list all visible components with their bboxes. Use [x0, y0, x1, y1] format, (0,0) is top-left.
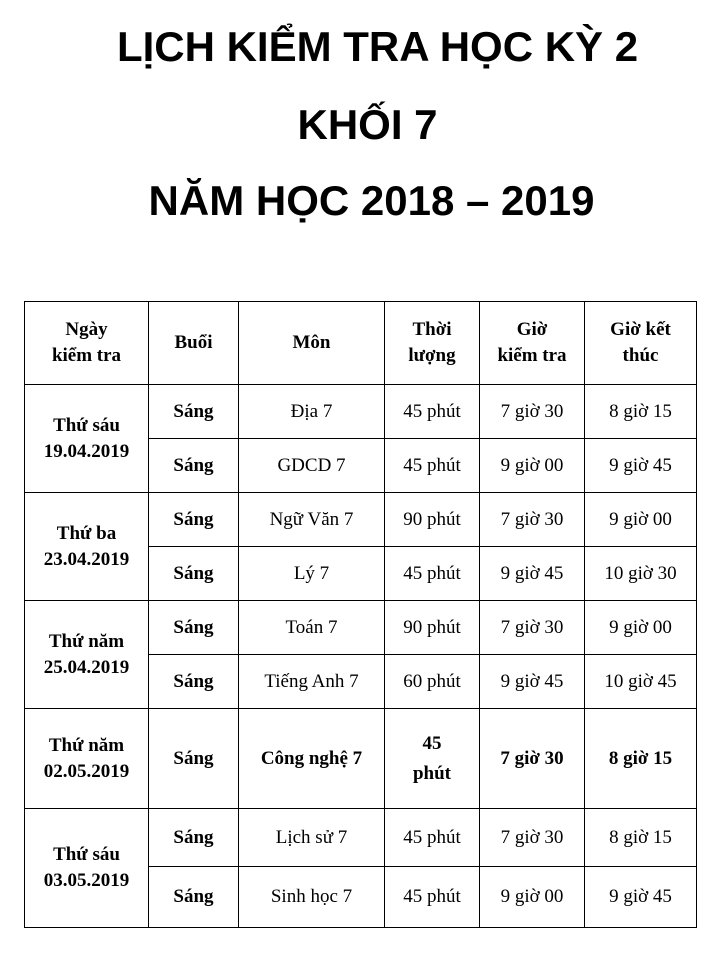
start-time-cell: 7 giờ 30 — [480, 809, 585, 867]
subject-cell: Lịch sử 7 — [239, 809, 385, 867]
session-cell: Sáng — [149, 809, 239, 867]
duration-cell: 45 phút — [385, 709, 480, 809]
start-time-cell: 9 giờ 00 — [480, 867, 585, 928]
session-cell: Sáng — [149, 385, 239, 439]
start-time-cell: 7 giờ 30 — [480, 601, 585, 655]
subject-cell: GDCD 7 — [239, 439, 385, 493]
table-row — [25, 809, 697, 867]
header-duration: Thời lượng — [385, 302, 480, 385]
date-cell: Thứ năm 02.05.2019 — [25, 709, 149, 809]
date-cell: Thứ năm 25.04.2019 — [25, 601, 149, 709]
end-time-cell: 8 giờ 15 — [585, 385, 697, 439]
header-date: Ngày kiểm tra — [25, 302, 149, 385]
start-time-cell: 7 giờ 30 — [480, 493, 585, 547]
end-time-cell: 9 giờ 00 — [585, 601, 697, 655]
end-time-cell: 10 giờ 45 — [585, 655, 697, 709]
duration-cell: 90 phút — [385, 601, 480, 655]
table-row — [25, 493, 697, 547]
session-cell: Sáng — [149, 655, 239, 709]
end-time-cell: 8 giờ 15 — [585, 809, 697, 867]
date-cell: Thứ sáu 19.04.2019 — [25, 385, 149, 493]
table-row — [25, 709, 697, 809]
end-time-cell: 10 giờ 30 — [585, 547, 697, 601]
session-cell: Sáng — [149, 439, 239, 493]
end-time-cell: 9 giờ 00 — [585, 493, 697, 547]
session-cell: Sáng — [149, 867, 239, 928]
table-row — [25, 601, 697, 655]
duration-cell: 45 phút — [385, 547, 480, 601]
subject-cell: Công nghệ 7 — [239, 709, 385, 809]
header-end-time: Giờ kết thúc — [585, 302, 697, 385]
header-session: Buổi — [149, 302, 239, 385]
subject-cell: Địa 7 — [239, 385, 385, 439]
session-cell: Sáng — [149, 493, 239, 547]
duration-cell: 45 phút — [385, 439, 480, 493]
end-time-cell: 8 giờ 15 — [585, 709, 697, 809]
date-cell: Thứ sáu 03.05.2019 — [25, 809, 149, 928]
end-time-cell: 9 giờ 45 — [585, 439, 697, 493]
duration-cell: 45 phút — [385, 809, 480, 867]
session-cell: Sáng — [149, 601, 239, 655]
title-line-3: NĂM HỌC 2018 – 2019 — [148, 177, 595, 224]
duration-cell: 45 phút — [385, 867, 480, 928]
subject-cell: Sinh học 7 — [239, 867, 385, 928]
end-time-cell: 9 giờ 45 — [585, 867, 697, 928]
start-time-cell: 9 giờ 45 — [480, 655, 585, 709]
header-subject: Môn — [239, 302, 385, 385]
subject-cell: Ngữ Văn 7 — [239, 493, 385, 547]
start-time-cell: 7 giờ 30 — [480, 385, 585, 439]
duration-cell: 90 phút — [385, 493, 480, 547]
start-time-cell: 9 giờ 00 — [480, 439, 585, 493]
date-cell: Thứ ba 23.04.2019 — [25, 493, 149, 601]
start-time-cell: 9 giờ 45 — [480, 547, 585, 601]
title-line-1: LỊCH KIỂM TRA HỌC KỲ 2 — [116, 23, 639, 70]
start-time-cell: 7 giờ 30 — [480, 709, 585, 809]
exam-schedule-table — [24, 301, 697, 928]
duration-cell: 60 phút — [385, 655, 480, 709]
subject-cell: Lý 7 — [239, 547, 385, 601]
table-row — [25, 385, 697, 439]
header-row — [25, 302, 697, 385]
title-line-2: KHỐI 7 — [297, 101, 438, 148]
subject-cell: Toán 7 — [239, 601, 385, 655]
session-cell: Sáng — [149, 709, 239, 809]
session-cell: Sáng — [149, 547, 239, 601]
subject-cell: Tiếng Anh 7 — [239, 655, 385, 709]
duration-cell: 45 phút — [385, 385, 480, 439]
header-start-time: Giờ kiểm tra — [480, 302, 585, 385]
